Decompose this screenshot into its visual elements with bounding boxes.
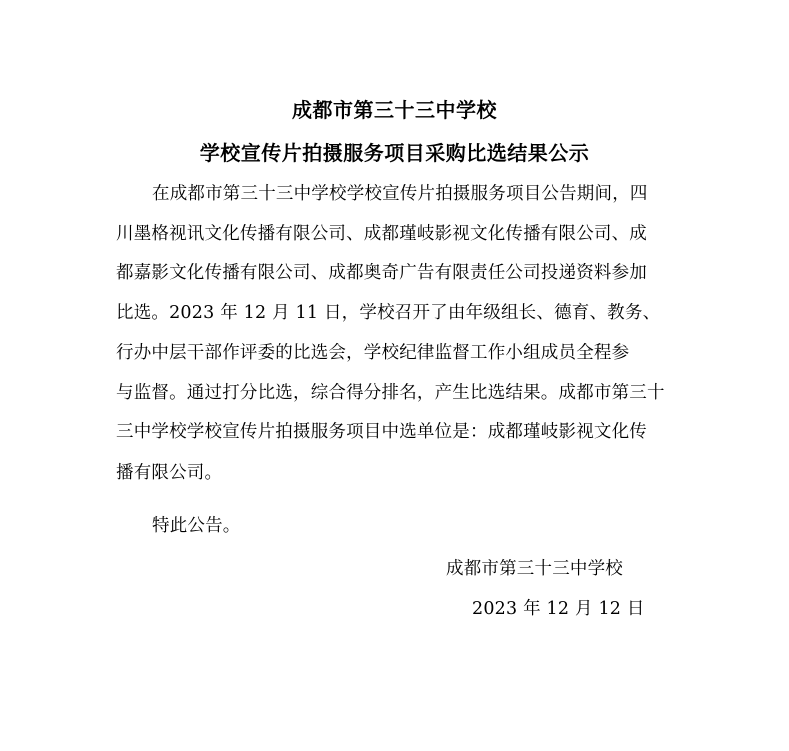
body-line-3: 都嘉影文化传播有限公司、成都奥奇广告有限责任公司投递资料参加 <box>116 263 647 283</box>
signature-date: 2023 年 12 月 12 日 <box>472 599 645 619</box>
body-line-8: 播有限公司。 <box>116 463 223 483</box>
body-line-1: 在成都市第三十三中学校学校宣传片拍摄服务项目公告期间，四 <box>152 184 648 204</box>
closing-text: 特此公告。 <box>152 516 241 536</box>
document-title-school: 成都市第三十三中学校 <box>292 98 497 122</box>
signature-organization: 成都市第三十三中学校 <box>446 559 623 579</box>
body-line-5: 行办中层干部作评委的比选会，学校纪律监督工作小组成员全程参 <box>116 343 630 363</box>
body-line-4: 比选。2023 年 12 月 11 日，学校召开了由年级组长、德育、教务、 <box>116 303 661 323</box>
body-line-2: 川墨格视讯文化传播有限公司、成都瑾岐影视文化传播有限公司、成 <box>116 224 647 244</box>
body-line-6: 与监督。通过打分比选，综合得分排名，产生比选结果。成都市第三十 <box>116 383 665 403</box>
body-line-7: 三中学校学校宣传片拍摄服务项目中选单位是：成都瑾岐影视文化传 <box>116 422 647 442</box>
document-title-subject: 学校宣传片拍摄服务项目采购比选结果公示 <box>199 141 590 165</box>
